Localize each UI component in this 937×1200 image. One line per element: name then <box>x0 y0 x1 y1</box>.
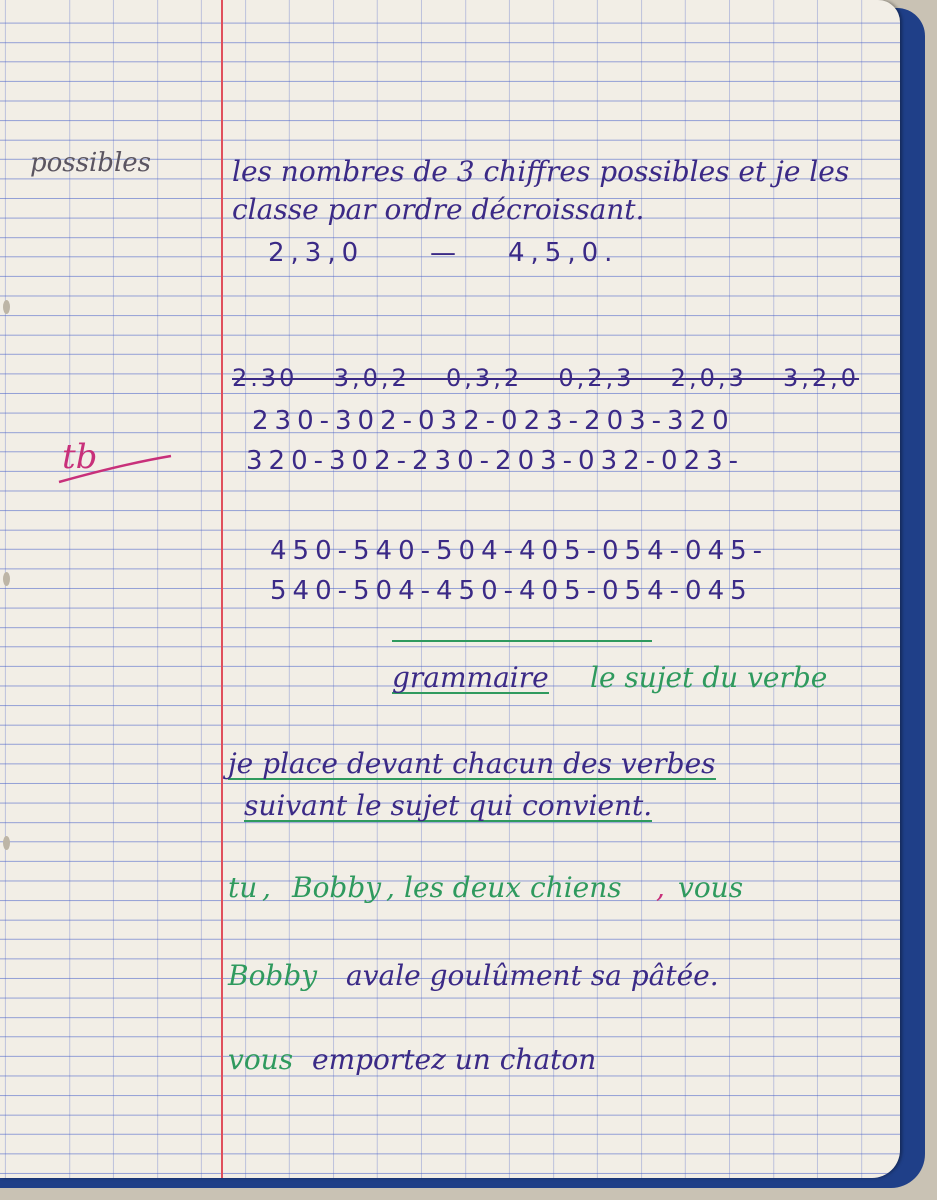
margin-line <box>221 0 223 1178</box>
option-vous: vous <box>678 871 744 904</box>
digits-dash: — <box>430 238 462 268</box>
grammar-subject: le sujet du verbe <box>590 661 828 694</box>
number-row-3: 450-540-504-405-054-045- <box>270 536 769 566</box>
margin-note: possibles <box>30 148 151 178</box>
margin-mark-flourish <box>55 452 175 488</box>
sentence-2-rest: emportez un chaton <box>312 1043 597 1076</box>
binding-hole <box>3 300 10 314</box>
sentence-2-subject: vous <box>228 1043 294 1076</box>
margin-mark: tb <box>62 437 98 477</box>
heading-rule <box>392 640 652 642</box>
line-1: les nombres de 3 chiffres possibles et je les <box>232 155 850 188</box>
number-row-1: 230-302-032-023-203-320 <box>252 406 735 436</box>
grammar-heading: grammaire <box>392 661 549 694</box>
option-tu: tu <box>228 871 258 904</box>
sentence-1-subject: Bobby <box>228 959 318 992</box>
instruction-line-1: je place devant chacun des verbes <box>228 747 716 780</box>
digits-a: 2,3,0 <box>268 238 365 268</box>
sentence-1-rest: avale goulûment sa pâtée. <box>346 959 719 992</box>
option-bobby: Bobby <box>292 871 382 904</box>
binding-hole <box>3 572 10 586</box>
instruction-line-2: suivant le sujet qui convient. <box>244 789 653 822</box>
number-row-2: 320-302-230-203-032-023- <box>246 446 745 476</box>
binding-hole <box>3 836 10 850</box>
line-2: classe par ordre décroissant. <box>232 193 645 226</box>
option-chiens: les deux chiens <box>404 871 622 904</box>
number-row-4: 540-504-450-405-054-045 <box>270 576 753 606</box>
digits-b: 4,5,0. <box>508 238 619 268</box>
notebook-page: possibles tb les nombres de 3 chiffres possibles et je les classe par ordre décroissant. 2,3,0 — 4,5,0. 2.30 – 3,0,2 – 0,3,2 – 0,2,3 – 2,0,3 – 3,2,0 230-302-032-023-203-320 320-302-230-203-032-023- 450-540-504-405-054-045- 540-504-450-405-054-045 grammaire le sujet du verbe je place devant chacun des verbes suivant le sujet qui convient. tu , Bobby , les deux chiens , vous Bobby avale goulûment sa pâtée. vous emportez un chaton <box>0 0 900 1178</box>
struck-row: 2.30 – 3,0,2 – 0,3,2 – 0,2,3 – 2,0,3 – 3,2,0 <box>232 364 860 392</box>
